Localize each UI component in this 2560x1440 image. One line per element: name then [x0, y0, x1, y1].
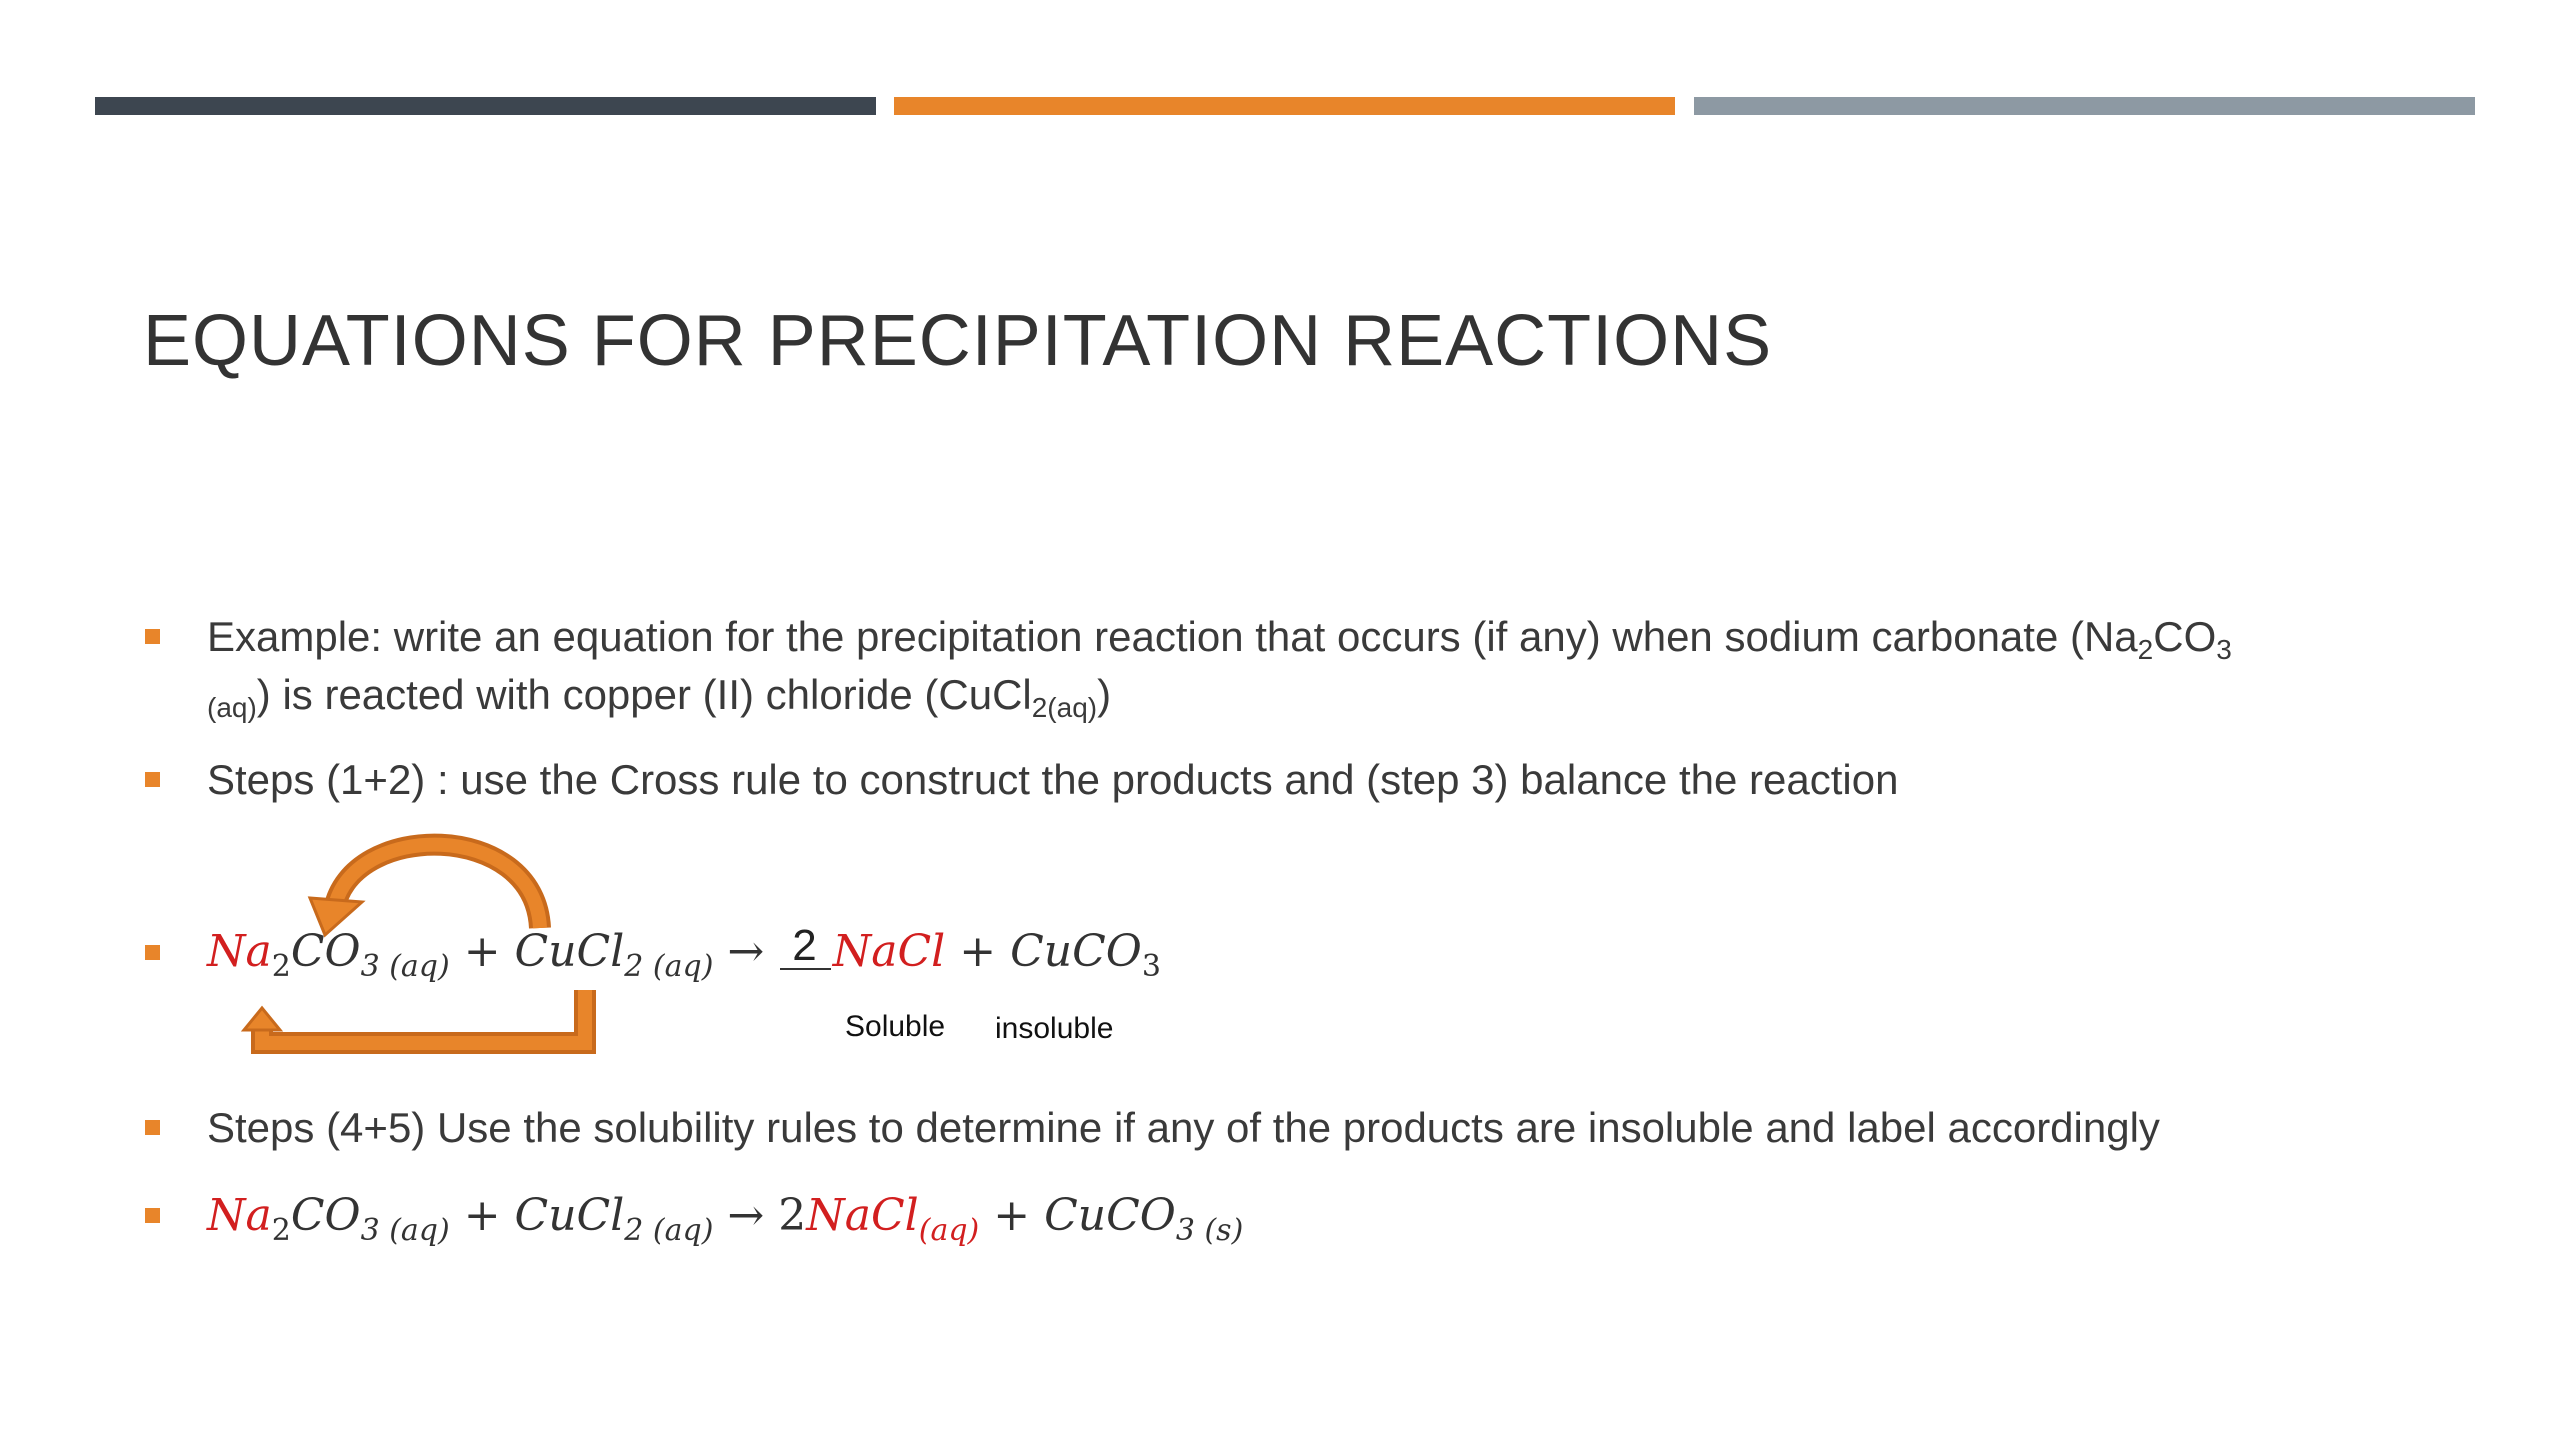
- steps-4-5-text: Steps (4+5) Use the solubility rules to determine if any of the products are insoluble and label accordingly: [207, 1104, 2160, 1151]
- equation-final: $Na_2CO_{3 (aq)}$ + CuCl$_{2 (aq)}$ → 2NaCl$_{(aq)}$ + CuCO$_{3 (s)}$: [207, 1190, 1244, 1248]
- slide-title: EQUATIONS FOR PRECIPITATION REACTIONS: [143, 301, 1773, 381]
- coefficient-blank: 2: [780, 924, 830, 970]
- label-insoluble: insoluble: [995, 1012, 1114, 1045]
- bullet-marker: [145, 945, 160, 960]
- equation-cross-rule: $Na_2CO_{3 (aq)}$ + CuCl$_{2 (aq)}$ → 2 NaCl + CuCO$_3$: [207, 921, 1161, 984]
- label-soluble: Soluble: [845, 1010, 946, 1043]
- bullet-marker: [145, 1120, 160, 1135]
- bullet-marker: [145, 1208, 160, 1223]
- bracket-arrow-icon: [262, 990, 585, 1043]
- steps-1-2-text: Steps (1+2) : use the Cross rule to construct the products and (step 3) balance the reaction: [207, 756, 1899, 803]
- example-text: Example: write an equation for the precipitation reaction that occurs (if any) when sodium carbonate ($Na_2CO_3$ $_{(aq)}$) is reacted with copper (II) chloride (CuCl$_{2(aq)}$): [207, 613, 2232, 723]
